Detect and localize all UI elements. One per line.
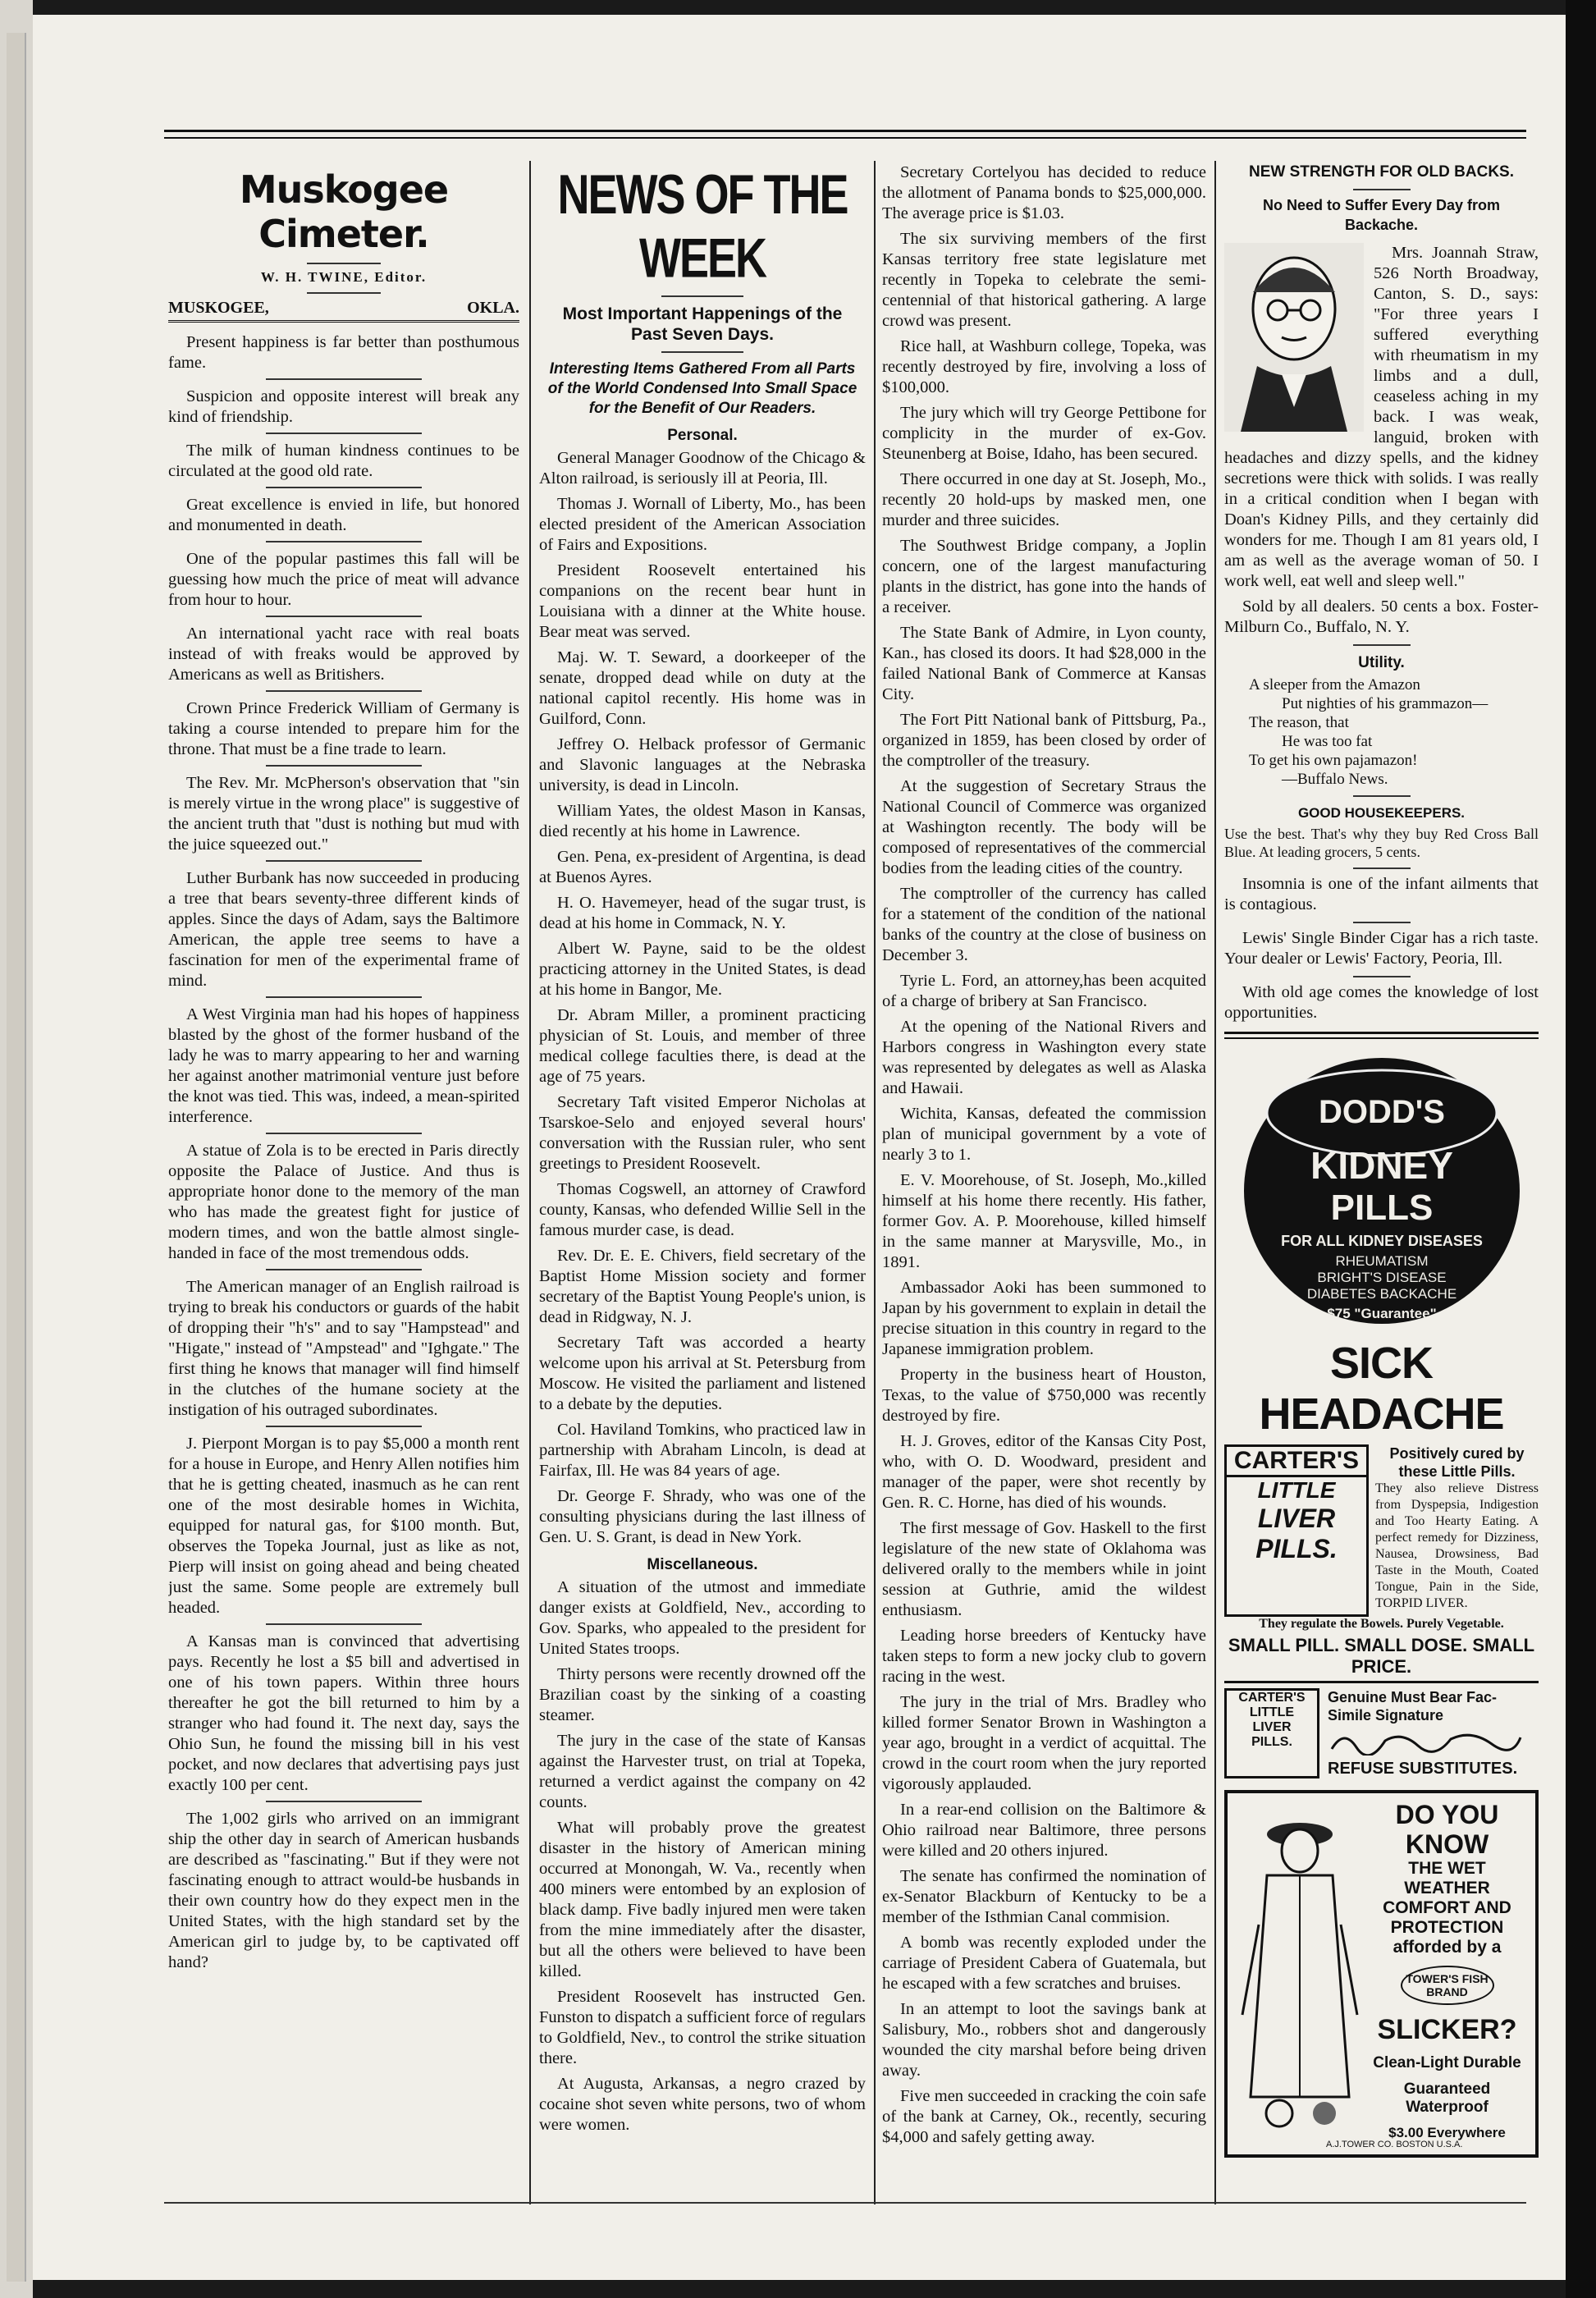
divider xyxy=(307,263,381,264)
dateline xyxy=(168,299,519,323)
divider xyxy=(1353,976,1411,977)
slicker-line-1: DO YOU KNOW xyxy=(1395,1800,1499,1859)
carters-genuine-label: Genuine Must Bear Fac-Simile Signature xyxy=(1328,1689,1498,1724)
poem-title: Utility. xyxy=(1358,654,1405,671)
editorial-paragraph: An international yacht race with real boats instead of with freaks would be approved by Americans as well as Britishers. xyxy=(168,625,519,684)
doans-ad-body: Mrs. Joannah Straw, 526 North Broadway, Canton, S. D., says: "For three years I suffered everything with rheumatism in my limbs and a dull, ceaseless aching in my back. I was weak, languid, broken with headaches and dizzy spells, and the kidney secretions were thick with solids. I was really in a critical condition when I began with Doan's Kidney Pills, and they certainly did wonders for me. Though I am 81 years old, I am as well as the average woman of 50. I work well, eat well and sleep well." xyxy=(1224,244,1539,590)
editorial-paragraph: The Rev. Mr. McPherson's observation that "sin is merely virtue in the wrong place" is suggestive of the ancient truth that "dust is nothing but mud with the juice squeezed out." xyxy=(168,774,519,854)
personal-item: President Roosevelt entertained his companions on the recent bear hunt in Louisiana with a dinner at the White house. Bear meat was served. xyxy=(539,561,866,641)
personal-item: Albert W. Payne, said to be the oldest practicing attorney in the United States, is dead at his home in Bangor, Me. xyxy=(539,940,866,999)
subhead-2: Interesting Items Gathered From all Parts of the World Condensed Into Small Space for the Benefit of Our Readers. xyxy=(547,360,857,417)
fisherman-illustration xyxy=(1234,1801,1365,2130)
carters-liver: LIVER xyxy=(1257,1504,1336,1533)
news-item: Secretary Cortelyou has decided to reduce the allotment of Panama bonds to $25,000,000. The average price is $1.03. xyxy=(882,163,1206,222)
personal-item: William Yates, the oldest Mason in Kansas, died recently at his home in Lawrence. xyxy=(539,802,866,840)
column-news-of-the-week xyxy=(539,163,866,2140)
news-item: The jury in the trial of Mrs. Bradley who killed former Senator Brown in Washington a year ago, brought in a verdict of acquittal. The crowd in the court room when the jury reported vigorously applauded. xyxy=(882,1693,1206,1793)
misc-item: What will probably prove the greatest disaster in the history of American mining occurred at Monongah, W. Va., recently when 400 miners were entombed by an explosion of black damp. Five badly injured men were taken from the mine immediately after the disaster, but all the others were believed to have been killed. xyxy=(539,1819,866,1980)
poem xyxy=(1249,675,1514,789)
news-item: In an attempt to loot the savings bank at Salisbury, Mo., robbers shot and dangerously wounded the city marshal before being driven away. xyxy=(882,2000,1206,2080)
good-housekeepers-title: GOOD HOUSEKEEPERS. xyxy=(1297,805,1466,821)
slicker-line-2: THE WET WEATHER COMFORT AND PROTECTION xyxy=(1383,1859,1511,1937)
divider xyxy=(661,295,743,297)
news-item: Wichita, Kansas, defeated the commission plan of municipal government by a vote of nearly 3 to 1. xyxy=(882,1105,1206,1164)
carters-logo xyxy=(1224,1444,1369,1617)
carters-small-logo xyxy=(1224,1688,1319,1778)
divider xyxy=(266,690,422,692)
editorial-paragraph: Great excellence is envied in life, but honored and monumented in death. xyxy=(168,496,519,534)
subhead: Most Important Happenings of the Past Seven Days. xyxy=(562,304,843,344)
carters-little: LITTLE xyxy=(1257,1477,1336,1503)
news-item: The Fort Pitt National bank of Pittsburg, Pa., organized in 1859, has been closed by order of the comptroller of the treasury. xyxy=(882,711,1206,770)
divider xyxy=(266,1426,422,1427)
misc-paragraphs xyxy=(539,1577,866,2135)
divider xyxy=(1353,795,1411,797)
editorial-paragraph: J. Pierpont Morgan is to pay $5,000 a month rent for a house in Europe, and Henry Allen notifies him that he is getting cheated, inasmuch as he can rent one of the most desirable homes in Wichita, equipped for natural gas, for $100 month. But, observes the Topeka Journal, just as like as not, Pierp will insist on going ahead and being cheated just the same. Some people are extremely bull headed. xyxy=(168,1435,519,1617)
misc-item: President Roosevelt has instructed Gen. Funston to dispatch a sufficient force of regulars to Goldfield, Nev., to control the strike situation there. xyxy=(539,1988,866,2067)
divider xyxy=(266,765,422,767)
news-item: In a rear-end collision on the Baltimore & Ohio railroad near Baltimore, three persons were killed and 20 others injured. xyxy=(882,1801,1206,1860)
slicker-brand: TOWER'S FISH BRAND xyxy=(1401,1966,1494,2005)
doans-ad-headline: NEW STRENGTH FOR OLD BACKS. xyxy=(1249,163,1514,181)
divider xyxy=(1353,644,1411,646)
doans-ad xyxy=(1224,243,1539,638)
column-advertisements xyxy=(1224,163,1539,2158)
dodds-pills-text: PILLS xyxy=(1330,1188,1433,1228)
news-item: At the opening of the National Rivers and Harbors congress in Washington every state was represented by delegates as well as Alaska and Hawaii. xyxy=(882,1018,1206,1097)
personal-item: Rev. Dr. E. E. Chivers, field secretary of the Baptist Home Mission society and former secretary of the Baptist Young People's union, is dead in Ridgway, N. J. xyxy=(539,1247,866,1326)
poem-line: To get his own pajamazon! xyxy=(1249,752,1418,769)
bottom-rule xyxy=(164,2202,1526,2204)
carters-small-liver: LIVER xyxy=(1252,1720,1292,1734)
divider xyxy=(266,1801,422,1802)
carters-small-pills: PILLS. xyxy=(1251,1735,1292,1749)
editorial-paragraph: Present happiness is far better than posthumous fame. xyxy=(168,333,519,372)
carters-small-pill: SMALL PILL. SMALL DOSE. SMALL PRICE. xyxy=(1228,1635,1535,1677)
carters-refuse: REFUSE SUBSTITUTES. xyxy=(1328,1760,1518,1778)
editorial-paragraph: Luther Burbank has now succeeded in producing a tree that bears seventy-three different kinds of apples. Since the days of Adam, says the Baltimore American, the apple tree seems to have a fascination for men of the experimental frame of mind. xyxy=(168,869,519,990)
divider xyxy=(266,1623,422,1625)
news-item: The State Bank of Admire, in Lyon county, Kan., has closed its doors. It had $28,000 in the failed National Bank of Commerce at Kansas City. xyxy=(882,624,1206,703)
dodds-line-1: RHEUMATISM xyxy=(1334,1253,1429,1269)
scan-edge-right xyxy=(1566,0,1596,2298)
news-item: Rice hall, at Washburn college, Topeka, was recently destroyed by fire, involving a loss of $100,000. xyxy=(882,337,1206,396)
divider xyxy=(1353,867,1411,869)
poem-line: —Buffalo News. xyxy=(1282,771,1388,788)
dodds-line-3: DIABETES BACKACHE xyxy=(1306,1286,1457,1302)
news-item: The senate has confirmed the nomination of ex-Senator Blackburn of Kentucky to be a member of the Isthmian Canal commision. xyxy=(882,1867,1206,1926)
column-editorial xyxy=(168,163,519,1978)
section-title: NEWS OF THE WEEK xyxy=(557,163,848,290)
top-rule xyxy=(164,130,1526,139)
doans-ad-sold: Sold by all dealers. 50 cents a box. Foster-Milburn Co., Buffalo, N. Y. xyxy=(1224,597,1539,636)
news-item: A bomb was recently exploded under the carriage of President Cabera of Guatemala, but he escaped with a few scratches and bruises. xyxy=(882,1934,1206,1993)
dateline-state: OKLA. xyxy=(467,299,519,317)
divider xyxy=(1353,189,1411,190)
poem-line: Put nighties of his grammazon— xyxy=(1282,695,1489,712)
misc-item: A situation of the utmost and immediate danger exists at Goldfield, Nev., according to Gov. Sparks, who appealed to the president for United States troops. xyxy=(539,1578,866,1658)
carters-genuine xyxy=(1224,1681,1539,1778)
divider xyxy=(266,487,422,488)
column-news-continued xyxy=(882,163,1206,2153)
personal-item: Jeffrey O. Helback professor of Germanic and Slavonic languages at the Nebraska university, is dead in Lincoln. xyxy=(539,735,866,794)
news-item: Tyrie L. Ford, an attorney,has been acquited of a charge of bribery at San Francisco. xyxy=(882,972,1206,1010)
editorial-paragraphs xyxy=(168,332,519,1973)
dodds-kidney-text: KIDNEY xyxy=(1310,1144,1453,1187)
misc-item: At Augusta, Arkansas, a negro crazed by cocaine shot seven white persons, two of whom were women. xyxy=(539,2075,866,2134)
slicker-headline: SLICKER? xyxy=(1377,2014,1517,2045)
carters-text xyxy=(1375,1444,1539,1617)
section-personal: Personal. xyxy=(667,427,738,444)
lewis-cigar-text: Lewis' Single Binder Cigar has a rich taste. Your dealer or Lewis' Factory, Peoria, Ill. xyxy=(1224,929,1539,968)
poem-line: A sleeper from the Amazon xyxy=(1249,676,1420,694)
poem-line: He was too fat xyxy=(1282,733,1373,750)
divider xyxy=(266,433,422,434)
slicker-sub-1: Clean-Light Durable xyxy=(1373,2054,1521,2071)
carters-body: They also relieve Distress from Dyspepsia, Indigestion and Too Hearty Eating. A perfect remedy for Dizziness, Nausea, Drowsiness, Bad Taste in the Mouth, Coated Tongue, Pain in the Side, TORPID LIVER. xyxy=(1375,1481,1539,1610)
carters-small-brand: CARTER'S xyxy=(1238,1691,1306,1705)
sick-headache-headline: SICK HEADACHE xyxy=(1259,1339,1504,1439)
news-item: E. V. Moorehouse, of St. Joseph, Mo.,killed himself at his home there recently. His father, former Gov. A. P. Moorehouse, killed himself in the same manner at Marysville, Mo., in 1891. xyxy=(882,1171,1206,1271)
carters-brand: CARTER'S xyxy=(1227,1447,1366,1477)
slicker-price: $3.00 Everywhere xyxy=(1388,2125,1506,2140)
editorial-paragraph: The American manager of an English railroad is trying to break his conductors or guards of the habit of dropping their "h's" and to say "Hampstead" and "Higate," instead of "Ampstead" and "Ighgate." The first thing he knows that manager will find himself in the clutches of the humane society at the instigation of his outraged subordinates. xyxy=(168,1278,519,1419)
news-item: The comptroller of the currency has called for a statement of the condition of the national banks of the country at the close of business on December 3. xyxy=(882,885,1206,964)
personal-item: H. O. Havemeyer, head of the sugar trust, is dead at his home in Commack, N. Y. xyxy=(539,894,866,932)
news-item: Ambassador Aoki has been summoned to Japan by his government to explain in detail the precise situation in this country in regard to the Japanese immigration problem. xyxy=(882,1279,1206,1358)
news-item: The jury which will try George Pettibone for complicity in the murder of ex-Gov. Steunenberg at Boise, Idaho, has been secured. xyxy=(882,404,1206,463)
editorial-paragraph: Crown Prince Frederick William of Germany is taking a course intended to prepare him for the throne. That must be a fine trade to learn. xyxy=(168,699,519,758)
signature-icon xyxy=(1328,1724,1525,1756)
personal-item: Thomas J. Wornall of Liberty, Mo., has been elected president of the American Association of Fairs and Expositions. xyxy=(539,495,866,554)
scan-edge-fold xyxy=(7,33,26,2282)
news-item: There occurred in one day at St. Joseph, Mo., recently 20 hold-ups by masked men, one murder and three suicides. xyxy=(882,470,1206,529)
divider xyxy=(266,860,422,862)
carters-positively: Positively cured by these Little Pills. xyxy=(1389,1445,1525,1480)
ad-rule xyxy=(1224,1032,1539,1039)
personal-item: Gen. Pena, ex-president of Argentina, is dead at Buenos Ayres. xyxy=(539,848,866,886)
dodds-line-2: BRIGHT'S DISEASE xyxy=(1316,1270,1447,1285)
editorial-paragraph: One of the popular pastimes this fall will be guessing how much the price of meat will advance from hour to hour. xyxy=(168,550,519,609)
news-item: At the suggestion of Secretary Straus the National Council of Commerce was organized at Washington recently. The body will be composed of representatives of the commercial bodies from the leading cities of the country. xyxy=(882,777,1206,877)
newspaper-page xyxy=(33,15,1566,2280)
editorial-paragraph: The 1,002 girls who arrived on an immigrant ship the other day in search of American husbands are described as "fascinating." But if they were not fascinating enough to attract would-be husbands in their own country how do they expect men in the United States, with the high standard set by the American girl to judge by, to be captivated off hand? xyxy=(168,1810,519,1971)
divider xyxy=(266,541,422,542)
column-rule xyxy=(529,161,531,2204)
news-paragraphs xyxy=(882,163,1206,2148)
personal-item: Dr. George F. Shrady, who was one of the consulting physicians during the last illness of Gen. U. S. Grant, is dead in New York. xyxy=(539,1487,866,1546)
misc-item: The jury in the case of the state of Kansas against the Harvester trust, on trial at Topeka, returned a verdict against the company on 42 counts. xyxy=(539,1732,866,1811)
personal-item: Col. Haviland Tomkins, who practiced law in partnership with Abraham Lincoln, is dead at Fairfax, Ill. He was 84 years of age. xyxy=(539,1421,866,1480)
poem-line: The reason, that xyxy=(1249,714,1349,731)
good-housekeepers-body: Use the best. That's why they buy Red Cross Ball Blue. At leading grocers, 5 cents. xyxy=(1224,826,1539,860)
personal-item: General Manager Goodnow of the Chicago & Alton railroad, is seriously ill at Peoria, Ill. xyxy=(539,449,866,488)
carters-ad xyxy=(1224,1444,1539,1617)
carters-genuine-text xyxy=(1328,1688,1539,1778)
dodds-ring-text: FOR ALL KIDNEY DISEASES xyxy=(1280,1233,1483,1249)
editorial-paragraph: A Kansas man is convinced that advertising pays. Recently he lost a $5 bill and advertised in one of his town papers. Within three hours thereafter he got the bill returned to him by a stranger who had found it. The next day, says the Ohio Sun, he found the missing bill in his vest pocket, and now declares that advertising pays just exactly 100 per cent. xyxy=(168,1632,519,1794)
carters-regulate: They regulate the Bowels. Purely Vegetable. xyxy=(1259,1617,1504,1631)
divider xyxy=(307,292,381,294)
dodds-kidney-pills-ad xyxy=(1242,1055,1521,1326)
divider xyxy=(266,1269,422,1270)
editorial-paragraph: The milk of human kindness continues to be circulated at the good old rate. xyxy=(168,442,519,480)
personal-item: Secretary Taft was accorded a hearty welcome upon his arrival at St. Petersburg from Moscow. He visited the parliament and listened to a debate by the deputies. xyxy=(539,1334,866,1413)
dateline-city: MUSKOGEE, xyxy=(168,299,269,317)
news-item: Five men succeeded in cracking the coin safe of the bank at Carney, Ok., recently, securing $4,000 and safely getting away. xyxy=(882,2087,1206,2146)
misc-item: Thirty persons were recently drowned off the Brazilian coast by the sinking of a coasting steamer. xyxy=(539,1665,866,1724)
carters-pills: PILLS. xyxy=(1255,1534,1338,1563)
paper-name: Muskogee Cimeter. xyxy=(239,167,449,256)
old-age-text: With old age comes the knowledge of lost opportunities. xyxy=(1224,983,1539,1022)
editor-line: W. H. TWINE, Editor. xyxy=(260,269,428,285)
personal-item: Maj. W. T. Seward, a doorkeeper of the senate, dropped dead while on duty at the national capitol recently. His home was in Guilford, Conn. xyxy=(539,648,866,728)
dodds-top-text: DODD'S xyxy=(1318,1094,1445,1130)
column-rule xyxy=(874,161,876,2204)
doans-ad-subhead: No Need to Suffer Every Day from Backache. xyxy=(1262,197,1501,233)
portrait-illustration xyxy=(1224,243,1364,432)
divider xyxy=(266,996,422,998)
divider xyxy=(1353,922,1411,923)
news-item: The first message of Gov. Haskell to the first legislature of the new state of Oklahoma was delivered orally to the members while in joint session at Guthrie, amid the wildest enthusiasm. xyxy=(882,1519,1206,1619)
divider xyxy=(266,1133,422,1134)
divider xyxy=(266,616,422,617)
personal-item: Thomas Cogswell, an attorney of Crawford county, Kansas, who defended Willie Sell in the famous murder case, is dead. xyxy=(539,1180,866,1239)
editorial-paragraph: A statue of Zola is to be erected in Paris directly opposite the Palace of Justice. And thus is appropriate honor done to the memory of the man who has made the greatest fight for justice of modern times, and won the battle almost single-handed in face of the most tremendous odds. xyxy=(168,1142,519,1262)
section-miscellaneous: Miscellaneous. xyxy=(647,1556,758,1573)
slicker-maker: A.J.TOWER CO. BOSTON U.S.A. xyxy=(1326,2140,1463,2149)
slicker-text xyxy=(1367,1800,1527,2141)
slicker-sub-2: Guaranteed Waterproof xyxy=(1403,2081,1491,2116)
column-rule xyxy=(1214,161,1216,2204)
editorial-paragraph: Suspicion and opposite interest will break any kind of friendship. xyxy=(168,387,519,426)
dodds-price: $75 "Guarantee" xyxy=(1326,1306,1437,1321)
slicker-line-3: afforded by a xyxy=(1392,1938,1502,1957)
news-item: The Southwest Bridge company, a Joplin concern, one of the largest manufacturing plants in the district, has gone into the hands of a receiver. xyxy=(882,537,1206,616)
insomnia-text: Insomnia is one of the infant ailments that is contagious. xyxy=(1224,875,1539,913)
slicker-ad xyxy=(1224,1790,1539,2158)
news-item: The six surviving members of the first Kansas territory free state legislature met recently in Topeka to celebrate the semi-centennial of that historical gathering. A large crowd was present. xyxy=(882,230,1206,330)
carters-small-little: LITTLE xyxy=(1249,1705,1295,1719)
divider xyxy=(266,378,422,380)
divider xyxy=(661,351,743,353)
news-item: Property in the business heart of Houston, Texas, to the value of $750,000 was recently destroyed by fire. xyxy=(882,1366,1206,1425)
editorial-paragraph: A West Virginia man had his hopes of happiness blasted by the ghost of the former husband of the lady he was to marry appearing to her and warning her against another matrimonial venture just before the knot was tied. This was, indeed, a mean-spirited interference. xyxy=(168,1005,519,1126)
personal-item: Dr. Abram Miller, a prominent practicing physician of St. Louis, and member of three medical college faculties there, is dead at the age of 75 years. xyxy=(539,1006,866,1086)
personal-paragraphs xyxy=(539,448,866,1548)
news-item: H. J. Groves, editor of the Kansas City Post, who, with O. D. Woodward, president and manager of the paper, were shot recently by Gen. R. C. Horne, has died of his wounds. xyxy=(882,1432,1206,1512)
news-item: Leading horse breeders of Kentucky have taken steps to form a new jocky club to govern racing in the west. xyxy=(882,1627,1206,1686)
personal-item: Secretary Taft visited Emperor Nicholas at Tsarskoe-Selo and enjoyed several hours' conversation with the Russian ruler, who sent greetings to President Roosevelt. xyxy=(539,1093,866,1173)
